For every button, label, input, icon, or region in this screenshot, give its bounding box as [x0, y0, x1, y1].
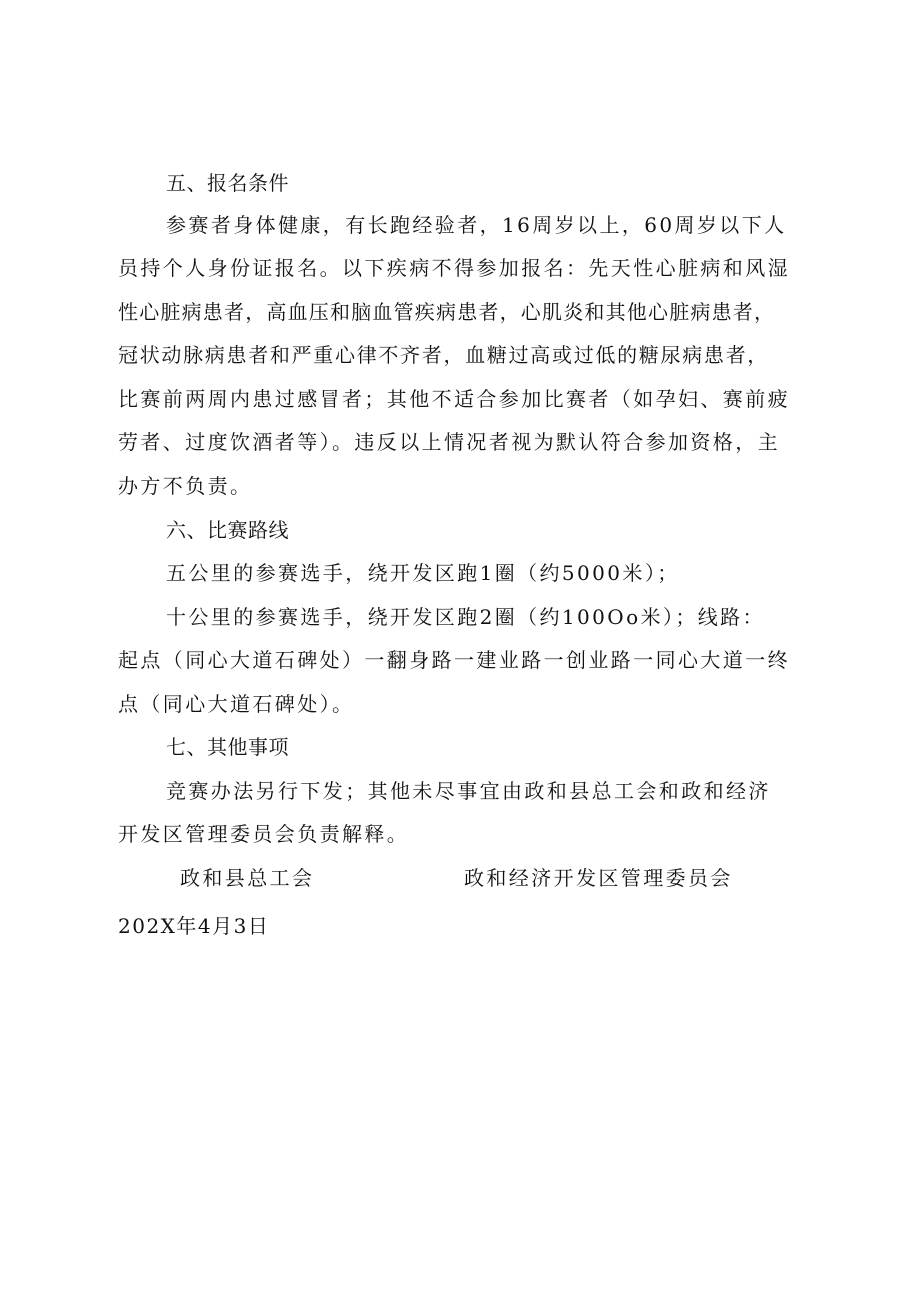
paragraph-line: 性心脏病患者，高血压和脑血管疾病患者，心肌炎和其他心脏病患者，: [118, 300, 776, 324]
paragraph-line: 开发区管理委员会负责解释。: [118, 822, 410, 846]
paragraph-line: 比赛前两周内患过感冒者；其他不适合参加比赛者（如孕妇、赛前疲: [118, 387, 790, 411]
section-heading-route: 六、比赛路线: [166, 518, 289, 542]
paragraph-line: 五公里的参赛选手，绕开发区跑1圈（约5000米）；: [166, 561, 680, 585]
section-heading-other-matters: 七、其他事项: [166, 735, 289, 759]
document-date: 202X年4月3日: [118, 914, 270, 938]
signature-right: 政和经济开发区管理委员会: [464, 866, 733, 890]
paragraph-line: 劳者、过度饮酒者等）。违反以上情况者视为默认符合参加资格，主: [118, 430, 780, 454]
paragraph-line: 十公里的参赛选手，绕开发区跑2圈（约100Oo米）；线路：: [166, 605, 765, 629]
section-heading-registration: 五、报名条件: [166, 171, 289, 195]
paragraph-line: 起点（同心大道石碑处）一翻身路一建业路一创业路一同心大道一终: [118, 648, 790, 672]
paragraph-line: 参赛者身体健康，有长跑经验者，16周岁以上，60周岁以下人: [166, 213, 787, 237]
paragraph-line: 冠状动脉病患者和严重心律不齐者，血糖过高或过低的糖尿病患者，: [118, 343, 769, 367]
paragraph-line: 办方不负责。: [118, 474, 253, 498]
paragraph-line: 竞赛办法另行下发；其他未尽事宜由政和县总工会和政和经济: [166, 779, 771, 803]
signature-left: 政和县总工会: [180, 866, 315, 890]
paragraph-line: 点（同心大道石碑处）。: [118, 692, 355, 716]
paragraph-line: 员持个人身份证报名。以下疾病不得参加报名：先天性心脏病和风湿: [118, 256, 790, 280]
